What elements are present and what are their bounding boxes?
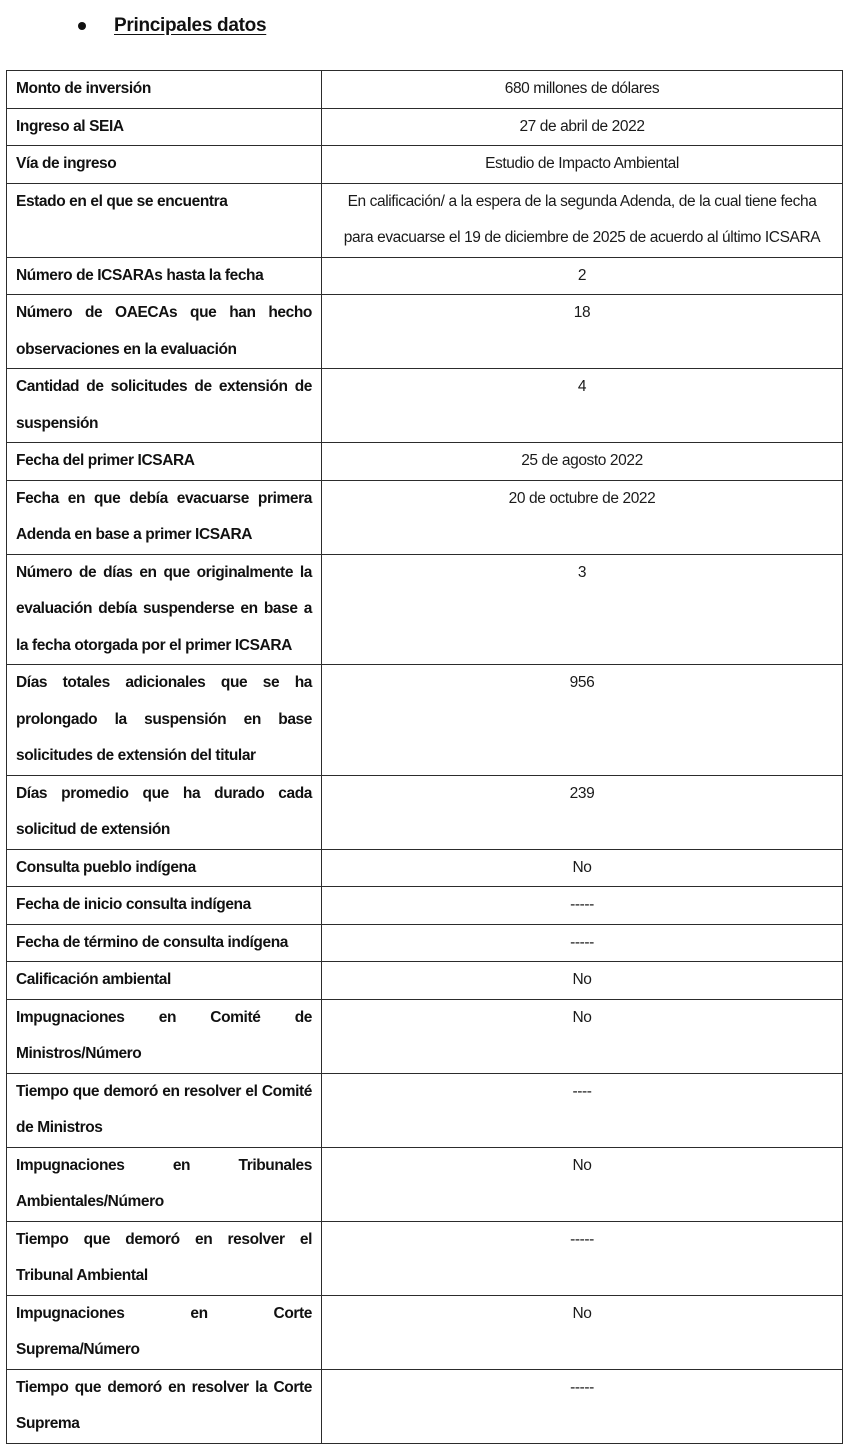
table-row	[7, 962, 843, 1000]
row-value: 956	[322, 665, 843, 776]
table-row	[7, 1369, 843, 1443]
row-label: Consulta pueblo indígena	[7, 849, 322, 887]
table-row	[7, 924, 843, 962]
row-value: 2	[322, 257, 843, 295]
row-value: -----	[322, 924, 843, 962]
table-row	[7, 295, 843, 369]
row-value: No	[322, 962, 843, 1000]
row-value: -----	[322, 887, 843, 925]
table-row	[7, 1221, 843, 1295]
table-row	[7, 665, 843, 776]
row-label: Número de ICSARAs hasta la fecha	[7, 257, 322, 295]
row-label: Número de días en que originalmente la evaluación debía suspenderse en base a la fecha otorgada por el primer ICSARA	[7, 554, 322, 665]
row-label: Fecha de inicio consulta indígena	[7, 887, 322, 925]
row-label: Tiempo que demoró en resolver la Corte Suprema	[7, 1369, 322, 1443]
row-label: Número de OAECAs que han hecho observaciones en la evaluación	[7, 295, 322, 369]
table-row	[7, 146, 843, 184]
row-value: -----	[322, 1369, 843, 1443]
row-label: Impugnaciones en Tribunales Ambientales/Número	[7, 1147, 322, 1221]
table-row	[7, 480, 843, 554]
row-value: No	[322, 849, 843, 887]
row-label: Impugnaciones en Comité de Ministros/Número	[7, 999, 322, 1073]
row-label: Ingreso al SEIA	[7, 108, 322, 146]
section-heading	[78, 10, 266, 42]
bullet-icon	[78, 22, 86, 30]
table-row	[7, 1147, 843, 1221]
row-label: Monto de inversión	[7, 71, 322, 109]
row-label: Impugnaciones en Corte Suprema/Número	[7, 1295, 322, 1369]
table-row	[7, 999, 843, 1073]
row-label: Vía de ingreso	[7, 146, 322, 184]
row-value: 25 de agosto 2022	[322, 443, 843, 481]
table-row	[7, 849, 843, 887]
project-data-table	[6, 70, 843, 1444]
row-value: No	[322, 999, 843, 1073]
row-label: Días totales adicionales que se ha prolongado la suspensión en base solicitudes de extensión del titular	[7, 665, 322, 776]
row-value: 680 millones de dólares	[322, 71, 843, 109]
row-value: 4	[322, 369, 843, 443]
row-value: No	[322, 1147, 843, 1221]
row-label: Tiempo que demoró en resolver el Comité de Ministros	[7, 1073, 322, 1147]
section-title: Principales datos	[114, 15, 267, 36]
row-value: 3	[322, 554, 843, 665]
row-label: Cantidad de solicitudes de extensión de suspensión	[7, 369, 322, 443]
row-value: En calificación/ a la espera de la segunda Adenda, de la cual tiene fecha para evacuarse el 19 de diciembre de 2025 de acuerdo al último ICSARA	[322, 183, 843, 257]
row-value: ----	[322, 1073, 843, 1147]
table-row	[7, 443, 843, 481]
row-label: Fecha de término de consulta indígena	[7, 924, 322, 962]
row-label: Fecha del primer ICSARA	[7, 443, 322, 481]
table-row	[7, 108, 843, 146]
table-row	[7, 1295, 843, 1369]
row-label: Días promedio que ha durado cada solicitud de extensión	[7, 775, 322, 849]
table-row	[7, 1073, 843, 1147]
row-value: 27 de abril de 2022	[322, 108, 843, 146]
table-row	[7, 887, 843, 925]
row-label: Estado en el que se encuentra	[7, 183, 322, 257]
table-row	[7, 183, 843, 257]
row-value: 18	[322, 295, 843, 369]
row-value: No	[322, 1295, 843, 1369]
table-row	[7, 257, 843, 295]
row-value: 20 de octubre de 2022	[322, 480, 843, 554]
row-label: Calificación ambiental	[7, 962, 322, 1000]
table-row	[7, 554, 843, 665]
table-row	[7, 369, 843, 443]
table-row	[7, 71, 843, 109]
row-value: 239	[322, 775, 843, 849]
row-label: Fecha en que debía evacuarse primera Adenda en base a primer ICSARA	[7, 480, 322, 554]
row-value: -----	[322, 1221, 843, 1295]
table-row	[7, 775, 843, 849]
row-value: Estudio de Impacto Ambiental	[322, 146, 843, 184]
row-label: Tiempo que demoró en resolver el Tribunal Ambiental	[7, 1221, 322, 1295]
